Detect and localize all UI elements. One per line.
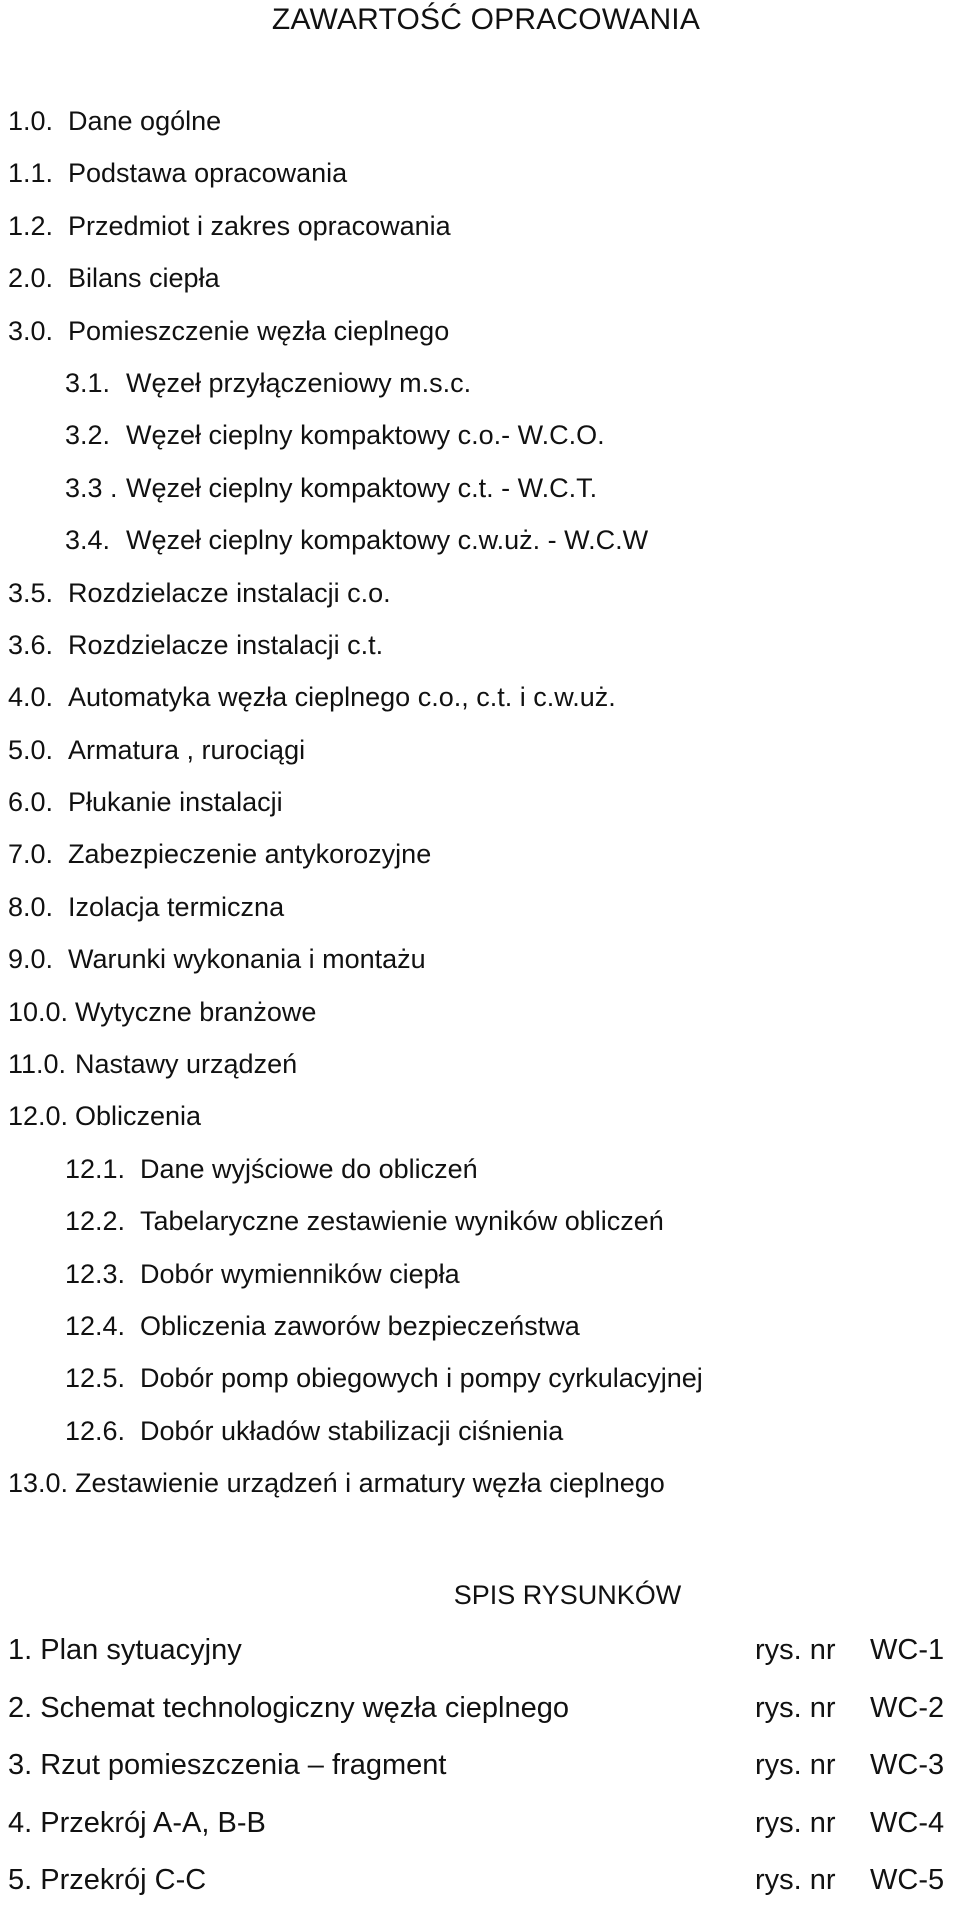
figure-name: 5. Przekrój C-C — [8, 1864, 207, 1896]
toc-entry — [8, 1201, 938, 1253]
toc-entry-number: 3.1. — [65, 367, 111, 398]
toc-entry-title: Dane wyjściowe do obliczeń — [140, 1153, 478, 1184]
toc-entry — [8, 1254, 938, 1306]
toc-entry-title: Dobór pomp obiegowych i pompy cyrkulacyjnej — [140, 1363, 703, 1394]
figure-name: 4. Przekrój A-A, B-B — [8, 1806, 266, 1839]
toc-entry — [8, 1463, 938, 1515]
toc-entry-title: Armatura , rurociągi — [68, 734, 306, 765]
toc-entry — [8, 206, 938, 258]
toc-entry-number: 12.0. — [8, 1101, 69, 1132]
toc-entry-number: 3.6. — [8, 629, 54, 660]
figure-drawing-label: rys. nr — [755, 1806, 836, 1839]
figure-name: 2. Schemat technologiczny węzła cieplnego — [8, 1691, 569, 1724]
figures-heading — [0, 1577, 960, 1613]
toc-entry — [8, 730, 938, 782]
toc-entry-number: 3.2. — [65, 420, 111, 451]
figures-list — [8, 1630, 953, 1918]
toc-entry-number: 3.5. — [8, 577, 54, 608]
toc-entry — [8, 1044, 938, 1096]
figure-drawing-label: rys. nr — [755, 1864, 836, 1896]
figure-name: 3. Rzut pomieszczenia – fragment — [8, 1749, 447, 1781]
toc-entry-number: 12.2. — [65, 1206, 126, 1237]
toc-entry-title: Dobór układów stabilizacji ciśnienia — [140, 1415, 564, 1446]
toc-entry-title: Warunki wykonania i montażu — [68, 944, 426, 975]
toc-entry — [8, 1149, 938, 1201]
figure-entry — [8, 1688, 953, 1746]
toc-entry-title: Płukanie instalacji — [68, 787, 283, 818]
toc-entry — [8, 1096, 938, 1148]
toc-entry-title: Rozdzielacze instalacji c.o. — [68, 577, 391, 608]
toc-entry — [8, 677, 938, 729]
toc-entry — [8, 939, 938, 991]
figure-name: 1. Plan sytuacyjny — [8, 1634, 242, 1666]
toc-entry-number: 6.0. — [8, 787, 54, 818]
toc-entry — [8, 1411, 938, 1463]
figure-entry — [8, 1745, 953, 1803]
toc-entry-title: Dobór wymienników ciepła — [140, 1258, 460, 1289]
toc-entry — [8, 415, 938, 467]
toc-entry-number: 3.4. — [65, 525, 111, 556]
figure-drawing-label: rys. nr — [755, 1749, 836, 1781]
toc-entry-title: Podstawa opracowania — [68, 158, 348, 189]
toc-entry-title: Wytyczne branżowe — [75, 996, 317, 1027]
toc-entry-number: 9.0. — [8, 944, 54, 975]
toc-entry — [8, 520, 938, 572]
table-of-contents — [8, 101, 938, 1516]
toc-entry-title: Automatyka węzła cieplnego c.o., c.t. i c.w.uż. — [68, 682, 616, 713]
figures-heading-text: SPIS RYSUNKÓW — [453, 1580, 682, 1610]
toc-entry-title: Zestawienie urządzeń i armatury węzła cieplnego — [75, 1468, 665, 1499]
toc-entry-title: Obliczenia — [75, 1101, 202, 1132]
toc-entry-title: Obliczenia zaworów bezpieczeństwa — [140, 1310, 580, 1341]
figure-drawing-code: WC-4 — [870, 1806, 945, 1839]
toc-entry — [8, 887, 938, 939]
figure-drawing-label: rys. nr — [755, 1634, 836, 1666]
toc-entry-number: 5.0. — [8, 734, 54, 765]
toc-entry-title: Węzeł przyłączeniowy m.s.c. — [126, 367, 472, 398]
toc-entry-title: Węzeł cieplny kompaktowy c.w.uż. - W.C.W — [126, 525, 649, 556]
toc-entry — [8, 363, 938, 415]
figure-drawing-code: WC-2 — [870, 1691, 945, 1724]
toc-entry — [8, 258, 938, 310]
toc-entry — [8, 101, 938, 153]
toc-entry-title: Węzeł cieplny kompaktowy c.o.- W.C.O. — [126, 420, 605, 451]
toc-entry-title: Nastawy urządzeń — [75, 1049, 298, 1080]
toc-entry — [8, 311, 938, 363]
figure-drawing-label: rys. nr — [755, 1691, 836, 1724]
toc-entry-number: 11.0. — [8, 1049, 67, 1080]
toc-entry-title: Zabezpieczenie antykorozyjne — [68, 839, 432, 870]
toc-entry — [8, 573, 938, 625]
toc-entry-title: Węzeł cieplny kompaktowy c.t. - W.C.T. — [126, 472, 598, 503]
toc-entry-number: 8.0. — [8, 891, 54, 922]
toc-entry-number: 1.0. — [8, 106, 54, 136]
toc-entry-number: 7.0. — [8, 839, 54, 870]
toc-entry — [8, 992, 938, 1044]
toc-entry-number: 10.0. — [8, 996, 69, 1027]
toc-entry — [8, 153, 938, 205]
toc-entry — [8, 625, 938, 677]
toc-entry — [8, 1306, 938, 1358]
figure-entry — [8, 1630, 953, 1688]
toc-entry-number: 3.3 . — [65, 472, 118, 503]
toc-entry-number: 1.2. — [8, 210, 54, 241]
document-title-text: ZAWARTOŚĆ OPRACOWANIA — [271, 3, 701, 36]
toc-entry — [8, 468, 938, 520]
toc-entry-title: Izolacja termiczna — [68, 891, 285, 922]
toc-entry-number: 12.4. — [65, 1310, 126, 1341]
toc-entry-title: Bilans ciepła — [68, 263, 220, 294]
toc-entry-number: 12.3. — [65, 1258, 126, 1289]
figure-entry — [8, 1803, 953, 1861]
toc-entry — [8, 834, 938, 886]
toc-entry-title: Przedmiot i zakres opracowania — [68, 210, 451, 241]
figure-drawing-code: WC-5 — [870, 1864, 945, 1896]
toc-entry-number: 4.0. — [8, 682, 54, 713]
toc-entry-number: 3.0. — [8, 315, 54, 346]
toc-entry-number: 13.0. — [8, 1468, 69, 1499]
figure-drawing-code: WC-1 — [870, 1634, 945, 1666]
toc-entry-number: 1.1. — [8, 158, 54, 189]
toc-entry-title: Dane ogólne — [68, 106, 222, 136]
toc-entry-number: 2.0. — [8, 263, 54, 294]
figure-drawing-code: WC-3 — [870, 1749, 945, 1781]
toc-entry-title: Pomieszczenie węzła cieplnego — [68, 315, 450, 346]
toc-entry — [8, 1358, 938, 1410]
toc-entry — [8, 782, 938, 834]
toc-entry-number: 12.6. — [65, 1415, 126, 1446]
figure-entry — [8, 1860, 953, 1918]
toc-entry-number: 12.5. — [65, 1363, 126, 1394]
toc-entry-number: 12.1. — [65, 1153, 126, 1184]
toc-entry-title: Tabelaryczne zestawienie wyników obliczeń — [140, 1206, 664, 1237]
toc-entry-title: Rozdzielacze instalacji c.t. — [68, 629, 384, 660]
document-title — [0, 0, 960, 40]
